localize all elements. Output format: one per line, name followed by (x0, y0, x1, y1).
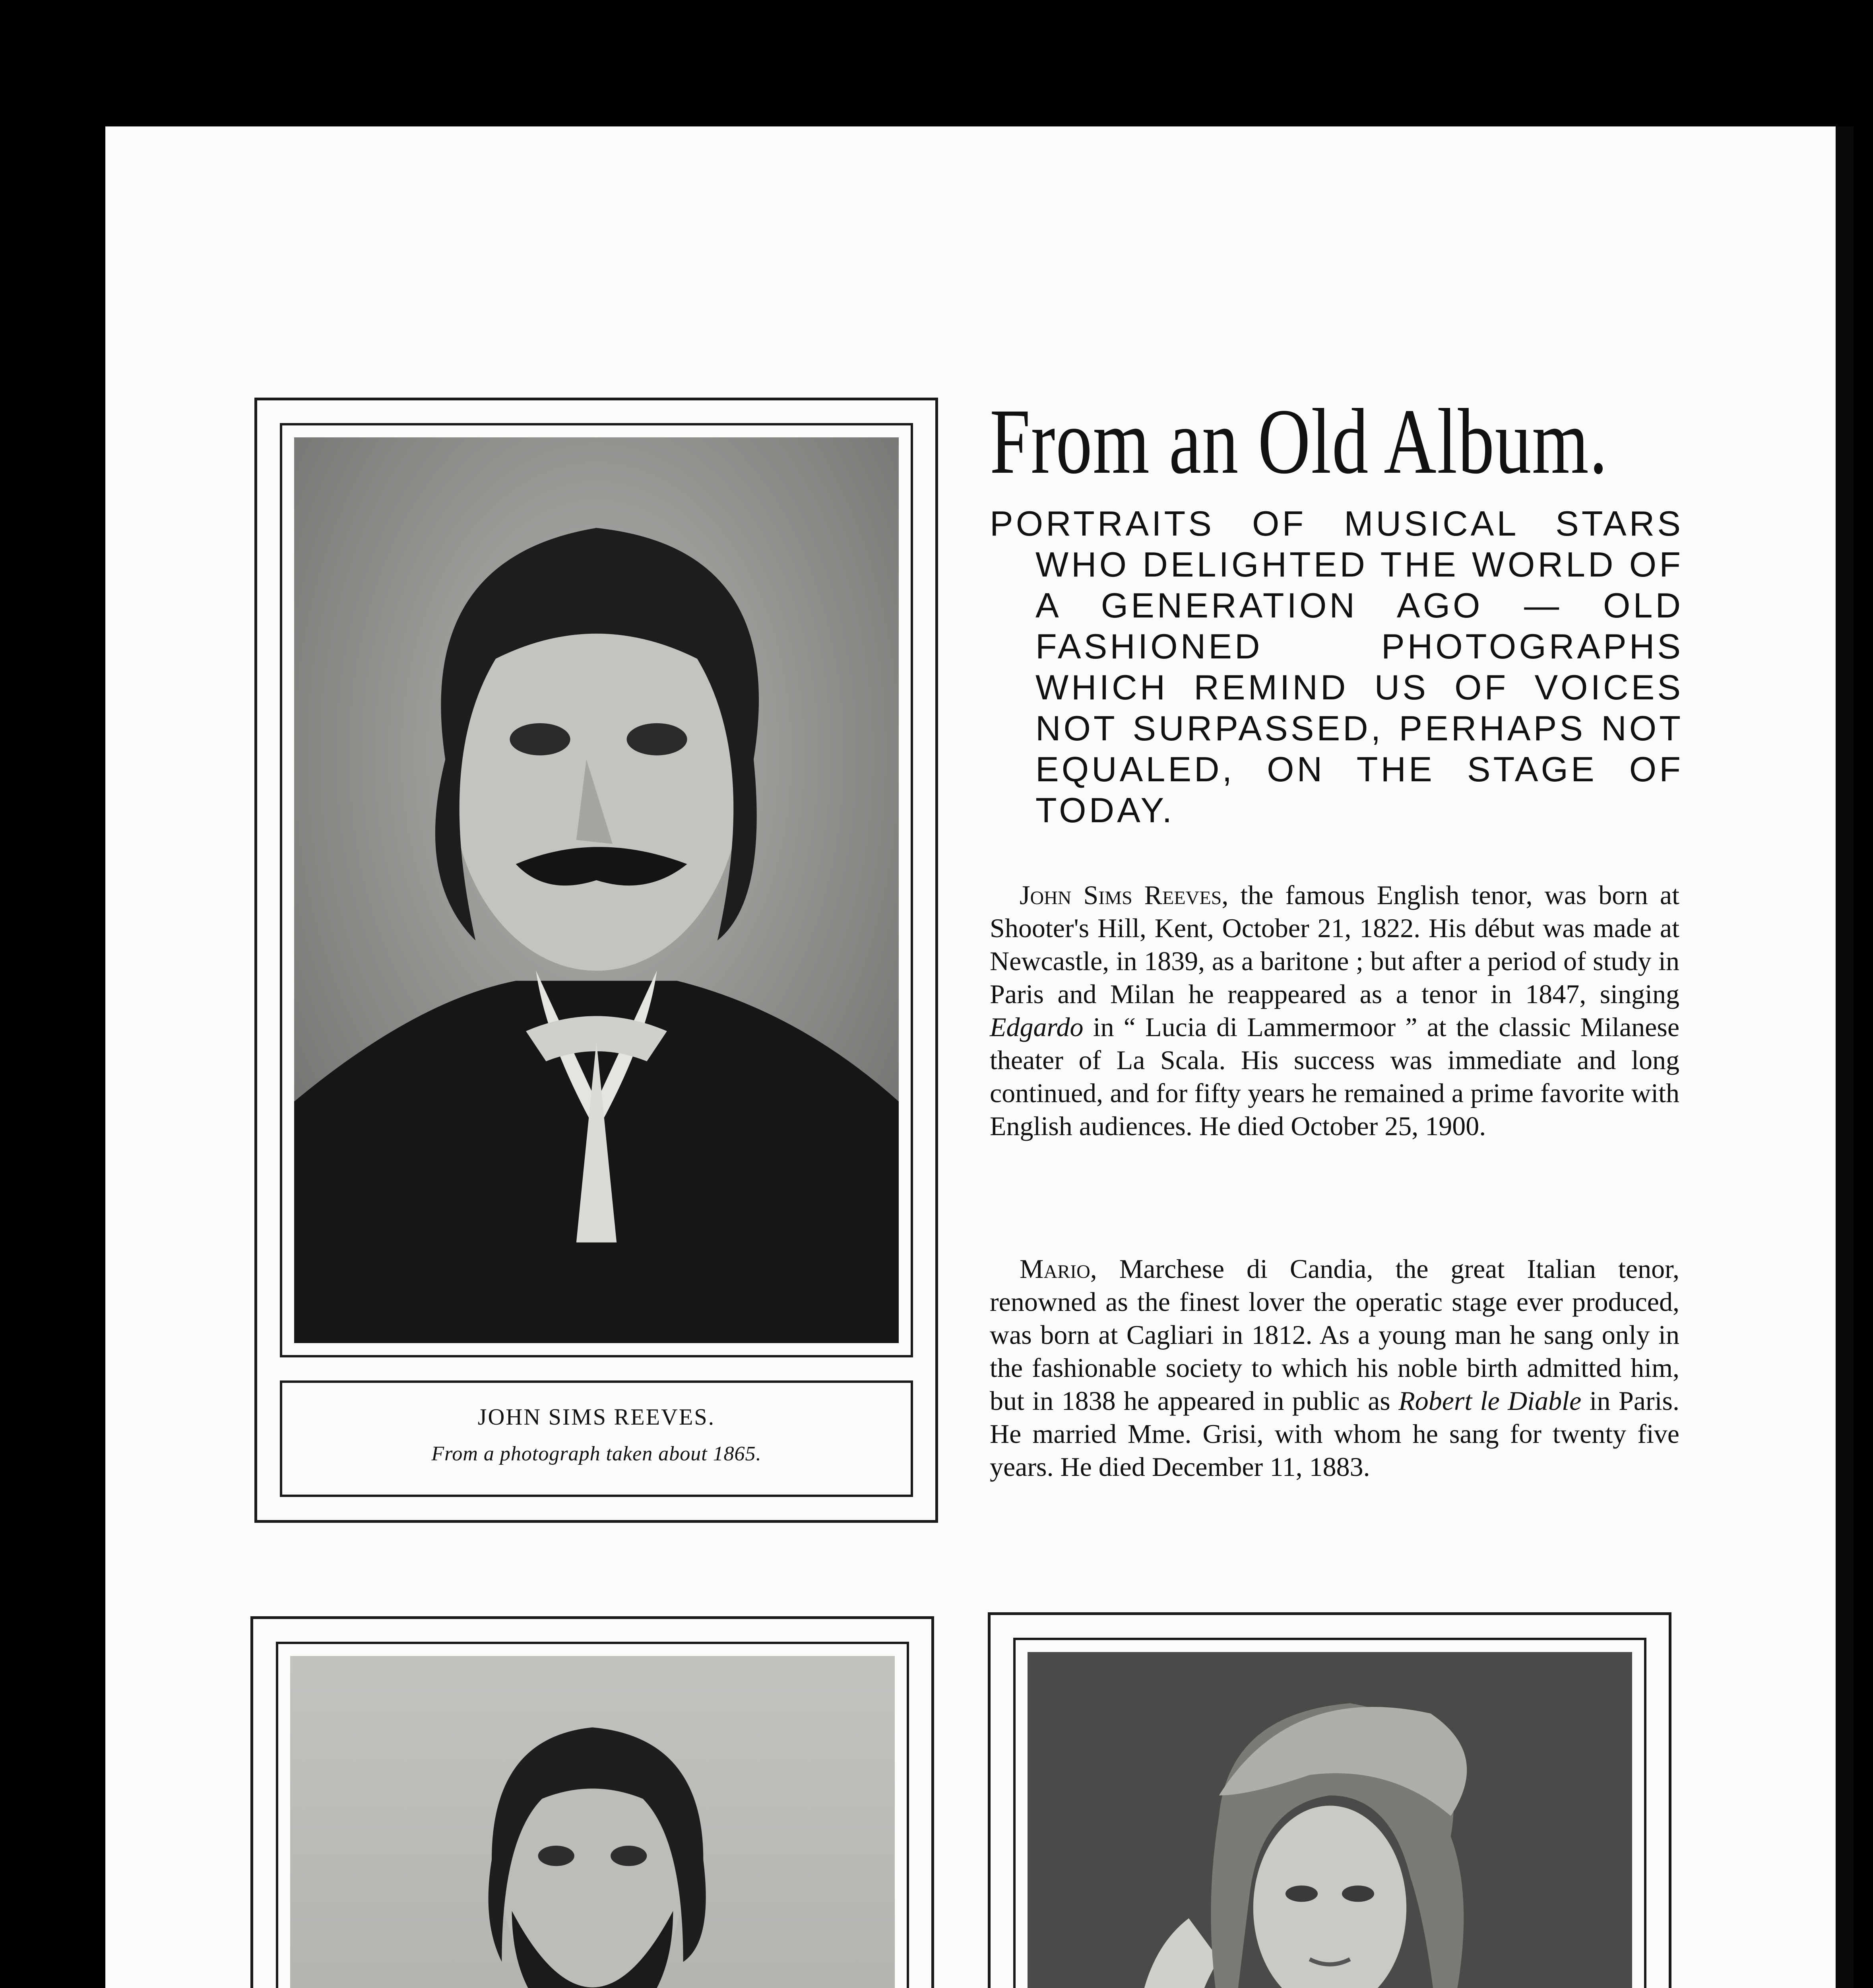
paragraph-text: Marchese di Candia, the great Italian tenor, renowned as the finest lover the operatic stage ever produced, was born at Cagliari in 1812. As a young man he sang only in the fashionable society to which his noble birth admitted him, but in 1838 he appeared in public as (990, 1254, 1679, 1416)
portrait-inner-frame (280, 423, 913, 1357)
role-name: Edgardo (990, 1012, 1084, 1042)
caption-box (280, 1380, 913, 1497)
portrait-frame-nilsson (988, 1612, 1671, 1988)
paragraph-reeves (990, 879, 1679, 1143)
paragraph-mario (990, 1252, 1679, 1483)
role-name: Robert le Diable (1398, 1386, 1582, 1416)
page-edge (1828, 126, 1832, 1988)
portrait-frame-reeves (254, 398, 938, 1523)
portrait-photo-mario (290, 1656, 895, 1988)
page-gutter (1836, 126, 1854, 1988)
portrait-inner-frame (276, 1642, 909, 1988)
portrait-inner-frame (1013, 1638, 1646, 1988)
paragraph-text: the famous English tenor, was born at Shooter's Hill, Kent, October 21, 1822. His début was made at Newcastle, in 1839, as a baritone ; but after a period of study in Paris and Milan he reappeared as a tenor in 1847, singing (990, 880, 1680, 1009)
portrait-photo-reeves (294, 437, 899, 1343)
article-title: From an Old Album. (990, 390, 1608, 493)
paragraph-text-cont: in “ Lucia di Lammermoor ” at the classic Milanese theater of La Scala. His success was immediate and long continued, and for fifty years he remained a prime favorite with English audiences. He died October 25, 1900. (990, 1012, 1679, 1141)
paragraph-lead: Mario, (1020, 1254, 1097, 1284)
portrait-name: JOHN SIMS REEVES. (477, 1404, 715, 1430)
photo-credit: From a photograph taken about 1865. (431, 1442, 762, 1465)
portrait-photo-nilsson (1028, 1652, 1632, 1988)
paragraph-lead: John Sims Reeves, (1020, 880, 1229, 910)
portrait-frame-mario (250, 1616, 934, 1988)
article-subtitle: PORTRAITS OF MUSICAL STARS WHO DELIGHTED THE WORLD OF A GENERATION AGO — OLD FASHIONED PHOTOGRAPHS WHICH REMIND US OF VOICES NOT SURPASSED, PERHAPS NOT EQUALED, ON THE STAGE OF TODAY. (990, 504, 1683, 830)
paragraph-text-cont: in Paris. He married Mme. Grisi, with whom he sang for twenty five years. He died December 11, 1883. (990, 1386, 1679, 1482)
